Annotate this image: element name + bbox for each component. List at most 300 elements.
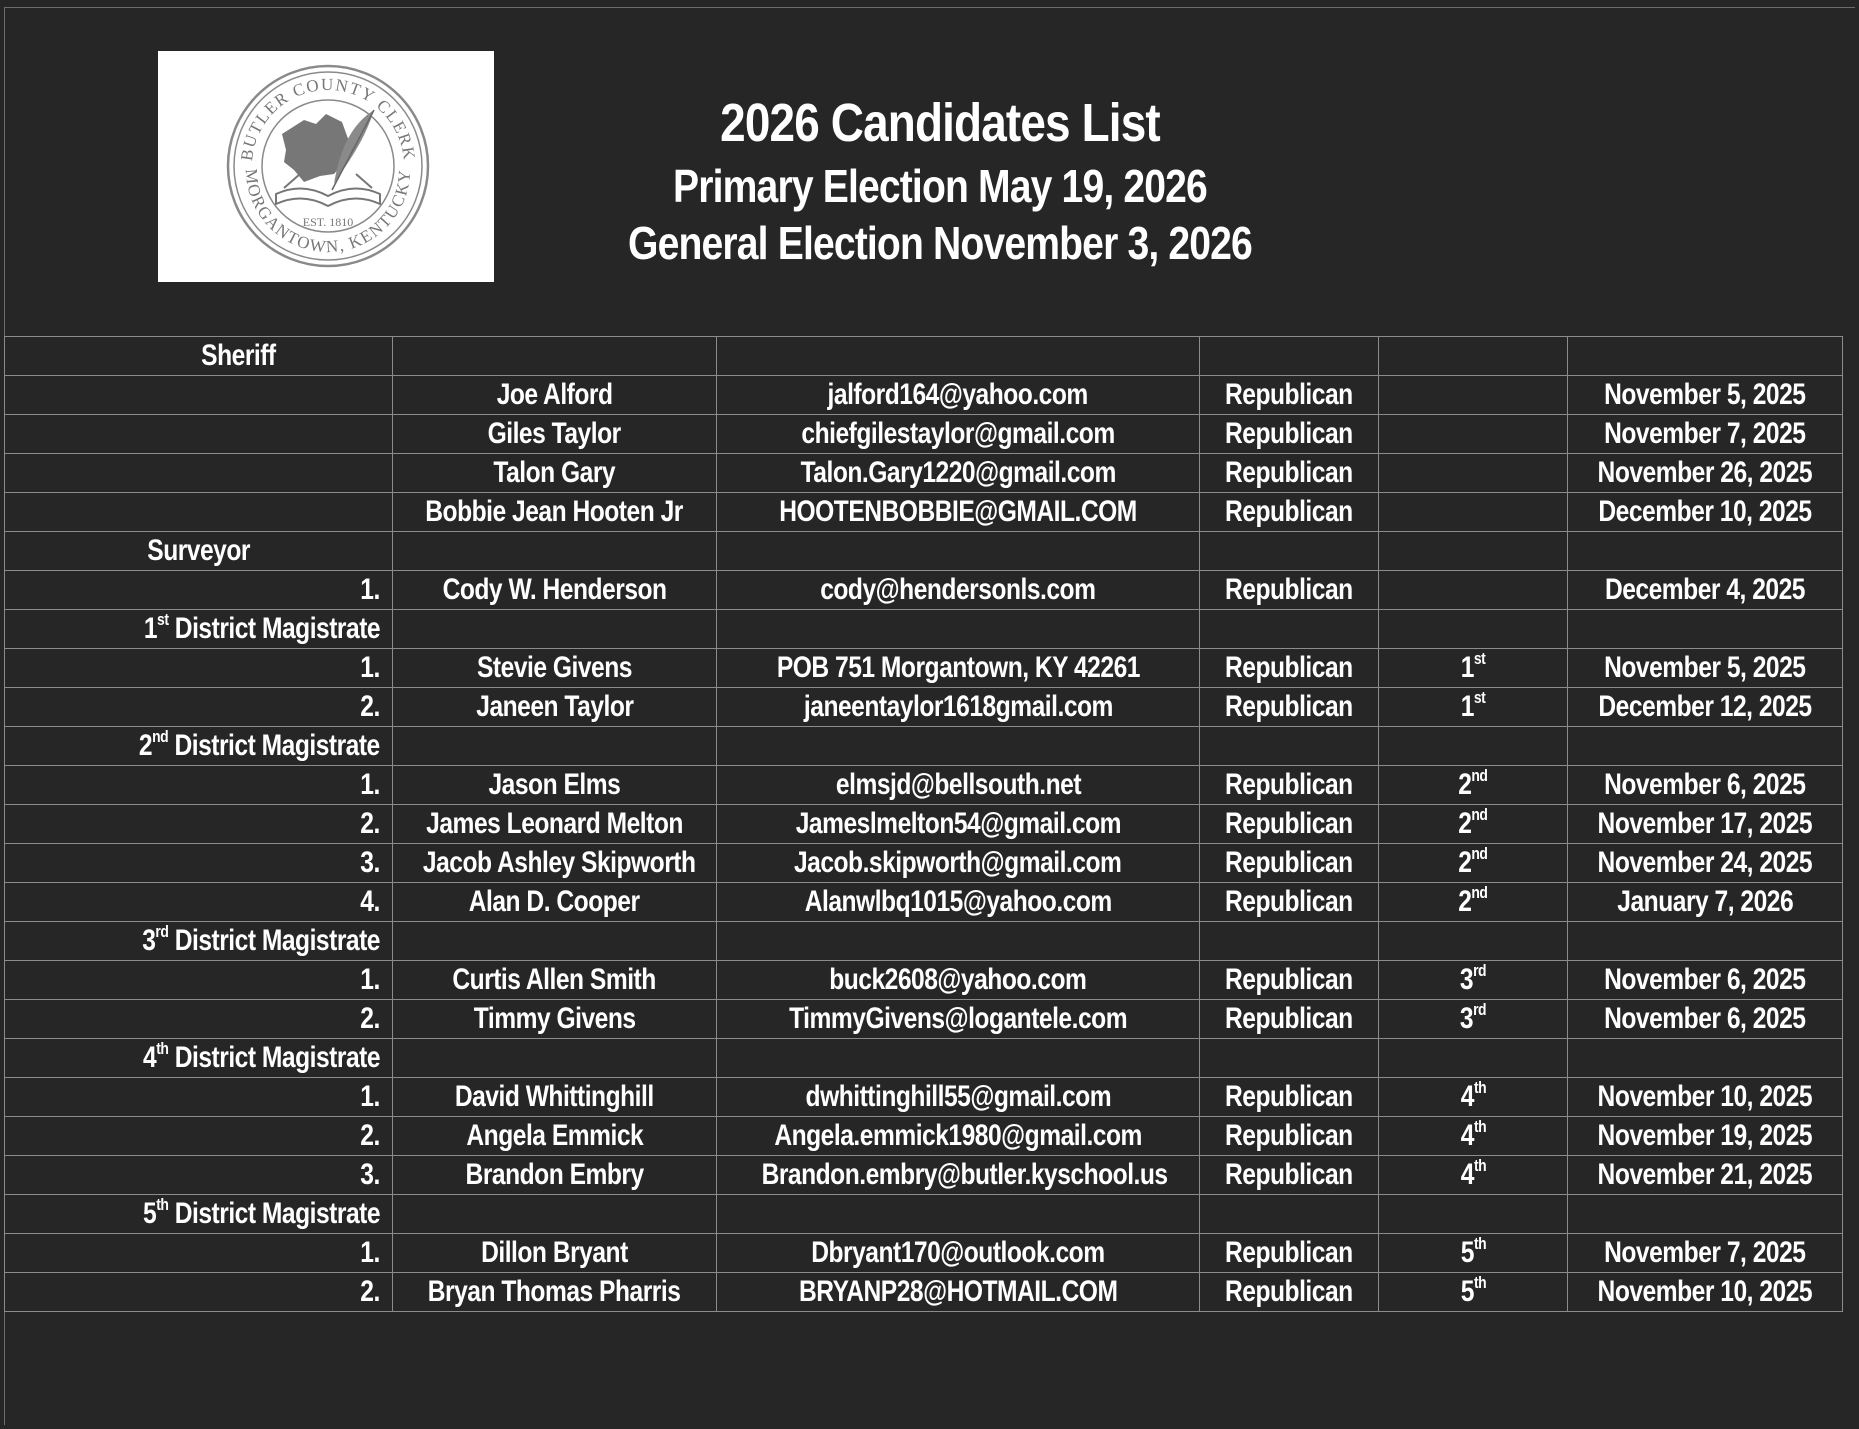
- candidate-number-cell: [5, 493, 393, 532]
- candidate-filing-date-cell: [1568, 688, 1843, 727]
- candidate-number: 2.: [360, 1275, 380, 1308]
- candidate-number: 3.: [360, 1158, 380, 1191]
- office-name: Sheriff: [201, 339, 276, 372]
- candidate-number-cell: [5, 376, 393, 415]
- candidate-filing-date: November 10, 2025: [1597, 1080, 1813, 1113]
- candidate-row: [5, 1156, 1843, 1195]
- candidate-row: [5, 1078, 1843, 1117]
- empty-cell: [1200, 337, 1379, 376]
- candidate-number: 4.: [360, 885, 380, 918]
- candidate-number: 1.: [360, 1080, 380, 1113]
- candidate-number: 1.: [360, 573, 380, 606]
- candidate-filing-date: November 6, 2025: [1604, 1002, 1806, 1035]
- candidate-contact-cell: [717, 571, 1200, 610]
- empty-cell: [1379, 922, 1568, 961]
- candidate-contact: jalford164@yahoo.com: [827, 378, 1089, 411]
- candidate-name: James Leonard Melton: [426, 807, 683, 840]
- candidate-contact: buck2608@yahoo.com: [829, 963, 1087, 996]
- candidate-party-cell: [1200, 1234, 1379, 1273]
- candidate-party: Republican: [1225, 846, 1353, 879]
- candidate-district-cell: [1379, 1234, 1568, 1273]
- candidate-number-cell: [5, 571, 393, 610]
- candidate-party-cell: [1200, 766, 1379, 805]
- office-name: 1: [143, 612, 157, 645]
- candidate-filing-date: November 10, 2025: [1597, 1275, 1813, 1308]
- office-title-cell: [5, 727, 393, 766]
- candidate-number-cell: [5, 961, 393, 1000]
- candidate-name-cell: [393, 688, 717, 727]
- candidate-filing-date-cell: [1568, 766, 1843, 805]
- candidate-district: [1460, 1156, 1485, 1194]
- candidate-name-cell: [393, 766, 717, 805]
- office-ordinal-suffix: th: [156, 1039, 169, 1058]
- candidate-filing-date-cell: [1568, 376, 1843, 415]
- candidate-filing-date: November 17, 2025: [1597, 807, 1813, 840]
- candidate-name-cell: [393, 1273, 717, 1312]
- candidate-contact: Jacob.skipworth@gmail.com: [794, 846, 1122, 879]
- candidate-contact: Dbryant170@outlook.com: [811, 1236, 1105, 1269]
- candidate-party: Republican: [1225, 1002, 1353, 1035]
- candidate-contact-cell: [717, 454, 1200, 493]
- empty-cell: [1200, 610, 1379, 649]
- candidate-district-cell: [1379, 1156, 1568, 1195]
- candidate-name-cell: [393, 493, 717, 532]
- candidate-district-cell: [1379, 454, 1568, 493]
- candidate-row: [5, 571, 1843, 610]
- candidate-party: Republican: [1225, 573, 1353, 606]
- candidate-contact: elmsjd@bellsouth.net: [835, 768, 1081, 801]
- candidate-party-cell: [1200, 1273, 1379, 1312]
- candidate-name: Brandon Embry: [465, 1158, 644, 1191]
- candidate-name: Joe Alford: [496, 378, 613, 411]
- empty-cell: [393, 337, 717, 376]
- district-ordinal-suffix: th: [1473, 1117, 1486, 1136]
- candidate-name-cell: [393, 961, 717, 1000]
- candidate-party: Republican: [1225, 456, 1353, 489]
- candidate-row: [5, 1117, 1843, 1156]
- office-name: 4: [142, 1041, 157, 1074]
- empty-cell: [1568, 1195, 1843, 1234]
- candidate-party-cell: [1200, 376, 1379, 415]
- candidate-filing-date: November 7, 2025: [1604, 417, 1806, 450]
- district-number: 3: [1459, 963, 1474, 996]
- candidate-name: Giles Taylor: [487, 417, 622, 450]
- office-name: Surveyor: [147, 534, 250, 567]
- candidate-district-cell: [1379, 1000, 1568, 1039]
- district-number: 2: [1458, 885, 1472, 918]
- candidate-name: Talon Gary: [493, 456, 616, 489]
- candidate-row: [5, 415, 1843, 454]
- candidate-party-cell: [1200, 1117, 1379, 1156]
- candidate-filing-date-cell: [1568, 571, 1843, 610]
- empty-cell: [1379, 1039, 1568, 1078]
- office-header-row: [5, 337, 1843, 376]
- candidate-contact-cell: [717, 1117, 1200, 1156]
- candidate-contact-cell: [717, 1234, 1200, 1273]
- empty-cell: [393, 1195, 717, 1234]
- candidate-number: 2.: [360, 807, 380, 840]
- candidate-number-cell: [5, 844, 393, 883]
- candidate-name: Alan D. Cooper: [469, 885, 640, 918]
- candidate-name: Bobbie Jean Hooten Jr: [425, 495, 684, 528]
- candidate-number-cell: [5, 649, 393, 688]
- candidate-district-cell: [1379, 376, 1568, 415]
- office-name-rest: District Magistrate: [168, 612, 380, 645]
- office-title-cell: [5, 1195, 393, 1234]
- candidate-district-cell: [1379, 961, 1568, 1000]
- candidate-filing-date: December 12, 2025: [1598, 690, 1812, 723]
- empty-cell: [393, 610, 717, 649]
- candidate-filing-date: December 10, 2025: [1598, 495, 1812, 528]
- candidate-filing-date-cell: [1568, 415, 1843, 454]
- candidate-name-cell: [393, 1156, 717, 1195]
- district-number: 1: [1460, 651, 1474, 684]
- page-title: 2026 Candidates List: [720, 93, 1160, 153]
- office-title-cell: [5, 922, 393, 961]
- candidate-name: Jason Elms: [488, 768, 621, 801]
- district-number: 2: [1458, 846, 1472, 879]
- office-header-row: [5, 922, 1843, 961]
- office-header-row: [5, 727, 1843, 766]
- candidate-contact-cell: [717, 493, 1200, 532]
- seal-arc-bottom-text: MORGANTOWN, KENTUCKY: [241, 167, 415, 257]
- office-header-row: [5, 610, 1843, 649]
- candidate-name: Bryan Thomas Pharris: [428, 1275, 681, 1308]
- candidate-party-cell: [1200, 493, 1379, 532]
- candidate-name-cell: [393, 571, 717, 610]
- candidate-number-cell: [5, 805, 393, 844]
- empty-cell: [1200, 532, 1379, 571]
- candidate-row: [5, 493, 1843, 532]
- candidate-name-cell: [393, 805, 717, 844]
- candidate-filing-date-cell: [1568, 883, 1843, 922]
- office-title-cell: [5, 610, 393, 649]
- candidate-party: Republican: [1225, 651, 1353, 684]
- candidate-filing-date-cell: [1568, 1156, 1843, 1195]
- candidate-filing-date: November 19, 2025: [1597, 1119, 1813, 1152]
- empty-cell: [1568, 922, 1843, 961]
- candidate-district-cell: [1379, 571, 1568, 610]
- office-name-rest: District Magistrate: [168, 1197, 380, 1230]
- candidate-party-cell: [1200, 454, 1379, 493]
- butler-county-clerk-seal-icon: [224, 62, 432, 270]
- candidate-filing-date: November 6, 2025: [1604, 963, 1806, 996]
- candidate-name: Cody W. Henderson: [442, 573, 667, 606]
- candidate-filing-date-cell: [1568, 961, 1843, 1000]
- candidate-party-cell: [1200, 1078, 1379, 1117]
- district-number: 4: [1460, 1119, 1474, 1152]
- candidate-district: [1460, 1078, 1485, 1116]
- district-number: 2: [1458, 768, 1472, 801]
- candidate-name-cell: [393, 1117, 717, 1156]
- office-name-rest: District Magistrate: [168, 1041, 380, 1074]
- candidate-name-cell: [393, 415, 717, 454]
- office-header-row: [5, 1039, 1843, 1078]
- candidates-table-body: [5, 337, 1843, 1312]
- candidate-name-cell: [393, 1000, 717, 1039]
- candidate-name-cell: [393, 844, 717, 883]
- empty-cell: [1568, 532, 1843, 571]
- candidate-party-cell: [1200, 415, 1379, 454]
- candidate-district-cell: [1379, 1273, 1568, 1312]
- seal-est-text: EST. 1810: [302, 215, 354, 229]
- candidate-contact: Angela.emmick1980@gmail.com: [774, 1119, 1142, 1152]
- candidate-filing-date-cell: [1568, 844, 1843, 883]
- district-ordinal-suffix: st: [1473, 688, 1486, 707]
- candidate-party-cell: [1200, 844, 1379, 883]
- candidate-contact-cell: [717, 805, 1200, 844]
- empty-cell: [1200, 922, 1379, 961]
- office-title: [142, 922, 380, 960]
- candidate-name-cell: [393, 1078, 717, 1117]
- office-ordinal-suffix: th: [156, 1195, 169, 1214]
- candidate-party: Republican: [1225, 378, 1353, 411]
- candidate-contact-cell: [717, 1000, 1200, 1039]
- candidate-party-cell: [1200, 649, 1379, 688]
- candidate-district: [1460, 1117, 1485, 1155]
- candidate-row: [5, 376, 1843, 415]
- candidate-filing-date-cell: [1568, 1273, 1843, 1312]
- candidate-contact: dwhittinghill55@gmail.com: [805, 1080, 1111, 1113]
- candidate-number-cell: [5, 1117, 393, 1156]
- empty-cell: [717, 922, 1200, 961]
- candidate-number-cell: [5, 1156, 393, 1195]
- candidate-district: [1458, 844, 1487, 882]
- candidate-party: Republican: [1225, 1080, 1353, 1113]
- candidate-contact-cell: [717, 766, 1200, 805]
- candidate-filing-date-cell: [1568, 1078, 1843, 1117]
- candidate-filing-date: November 6, 2025: [1604, 768, 1806, 801]
- office-name: 2: [139, 729, 153, 762]
- candidate-contact: BRYANP28@HOTMAIL.COM: [798, 1275, 1118, 1308]
- empty-cell: [717, 532, 1200, 571]
- candidate-filing-date-cell: [1568, 1234, 1843, 1273]
- candidate-contact-cell: [717, 961, 1200, 1000]
- general-election-date: General Election November 3, 2026: [628, 217, 1252, 269]
- candidate-party: Republican: [1225, 807, 1353, 840]
- candidate-contact: chiefgilestaylor@gmail.com: [801, 417, 1115, 450]
- candidate-row: [5, 844, 1843, 883]
- candidate-district: [1458, 883, 1487, 921]
- candidate-row: [5, 454, 1843, 493]
- candidate-district-cell: [1379, 883, 1568, 922]
- candidate-name: Janeen Taylor: [475, 690, 634, 723]
- candidate-contact-cell: [717, 1273, 1200, 1312]
- district-number: 1: [1460, 690, 1474, 723]
- candidate-row: [5, 961, 1843, 1000]
- candidate-party: Republican: [1225, 417, 1353, 450]
- office-title: [147, 532, 250, 570]
- office-title: [143, 1195, 380, 1233]
- district-ordinal-suffix: nd: [1471, 766, 1488, 785]
- candidate-district-cell: [1379, 766, 1568, 805]
- candidate-district-cell: [1379, 649, 1568, 688]
- office-name: 3: [142, 924, 156, 957]
- district-number: 5: [1460, 1275, 1474, 1308]
- district-number: 3: [1459, 1002, 1474, 1035]
- candidate-number-cell: [5, 766, 393, 805]
- office-name-rest: District Magistrate: [168, 924, 380, 957]
- office-header-row: [5, 1195, 1843, 1234]
- district-number: 4: [1460, 1080, 1474, 1113]
- candidate-row: [5, 883, 1843, 922]
- candidate-contact: janeentaylor1618gmail.com: [803, 690, 1113, 723]
- empty-cell: [717, 727, 1200, 766]
- candidate-contact: cody@hendersonls.com: [820, 573, 1096, 606]
- district-ordinal-suffix: st: [1473, 649, 1486, 668]
- office-title: [201, 337, 275, 375]
- candidate-name: Angela Emmick: [466, 1119, 643, 1152]
- empty-cell: [717, 1039, 1200, 1078]
- candidate-party-cell: [1200, 571, 1379, 610]
- candidate-number: 2.: [360, 1119, 380, 1152]
- candidate-name: Stevie Givens: [477, 651, 632, 684]
- office-name: 5: [142, 1197, 157, 1230]
- empty-cell: [717, 337, 1200, 376]
- candidate-party: Republican: [1225, 963, 1353, 996]
- empty-cell: [1200, 1195, 1379, 1234]
- district-ordinal-suffix: th: [1473, 1156, 1486, 1175]
- candidate-district-cell: [1379, 844, 1568, 883]
- candidate-filing-date: November 24, 2025: [1597, 846, 1813, 879]
- district-ordinal-suffix: nd: [1471, 844, 1488, 863]
- district-ordinal-suffix: rd: [1473, 1000, 1487, 1019]
- candidate-number-cell: [5, 1078, 393, 1117]
- candidate-row: [5, 805, 1843, 844]
- candidate-row: [5, 688, 1843, 727]
- candidate-contact: Brandon.embry@butler.kyschool.us: [761, 1158, 1168, 1191]
- candidate-party-cell: [1200, 1156, 1379, 1195]
- candidate-district-cell: [1379, 415, 1568, 454]
- office-title-cell: [5, 532, 393, 571]
- empty-cell: [1568, 337, 1843, 376]
- office-ordinal-suffix: nd: [152, 727, 169, 746]
- candidate-district: [1458, 766, 1487, 804]
- candidate-filing-date-cell: [1568, 649, 1843, 688]
- candidate-name-cell: [393, 1234, 717, 1273]
- empty-cell: [393, 532, 717, 571]
- candidate-contact-cell: [717, 1156, 1200, 1195]
- empty-cell: [1379, 337, 1568, 376]
- candidate-contact: Alanwlbq1015@yahoo.com: [804, 885, 1112, 918]
- office-title: [139, 727, 380, 765]
- candidate-party-cell: [1200, 1000, 1379, 1039]
- candidate-party: Republican: [1225, 768, 1353, 801]
- empty-cell: [717, 610, 1200, 649]
- candidate-district: [1460, 1000, 1486, 1038]
- candidate-name-cell: [393, 376, 717, 415]
- candidate-filing-date-cell: [1568, 454, 1843, 493]
- candidate-row: [5, 649, 1843, 688]
- candidate-name-cell: [393, 649, 717, 688]
- candidate-row: [5, 1000, 1843, 1039]
- candidate-name: Timmy Givens: [473, 1002, 636, 1035]
- candidate-district: [1460, 961, 1486, 999]
- candidate-party-cell: [1200, 961, 1379, 1000]
- candidate-number-cell: [5, 454, 393, 493]
- candidate-filing-date: November 5, 2025: [1604, 651, 1806, 684]
- candidate-filing-date-cell: [1568, 805, 1843, 844]
- candidate-number: 1.: [360, 1236, 380, 1269]
- empty-cell: [717, 1195, 1200, 1234]
- empty-cell: [1568, 727, 1843, 766]
- candidate-contact-cell: [717, 1078, 1200, 1117]
- empty-cell: [1200, 727, 1379, 766]
- district-number: 2: [1458, 807, 1472, 840]
- office-header-row: [5, 532, 1843, 571]
- candidate-number-cell: [5, 1273, 393, 1312]
- candidate-party-cell: [1200, 688, 1379, 727]
- candidate-district-cell: [1379, 493, 1568, 532]
- office-title-cell: [5, 337, 393, 376]
- candidate-filing-date: November 5, 2025: [1604, 378, 1806, 411]
- candidate-district: [1460, 1273, 1485, 1311]
- candidate-contact: TimmyGivens@logantele.com: [789, 1002, 1127, 1035]
- candidate-number: 1.: [360, 963, 380, 996]
- candidate-district-cell: [1379, 805, 1568, 844]
- candidate-party-cell: [1200, 883, 1379, 922]
- office-title: [144, 610, 380, 648]
- candidate-filing-date-cell: [1568, 493, 1843, 532]
- candidate-name: Dillon Bryant: [481, 1236, 628, 1269]
- candidate-party: Republican: [1225, 1119, 1353, 1152]
- candidate-name: Jacob Ashley Skipworth: [422, 846, 696, 879]
- district-ordinal-suffix: th: [1473, 1273, 1486, 1292]
- office-name-rest: District Magistrate: [168, 729, 380, 762]
- empty-cell: [1568, 610, 1843, 649]
- candidate-number-cell: [5, 415, 393, 454]
- candidate-contact-cell: [717, 688, 1200, 727]
- candidate-number: 3.: [360, 846, 380, 879]
- candidate-contact-cell: [717, 376, 1200, 415]
- candidate-row: [5, 1234, 1843, 1273]
- district-ordinal-suffix: th: [1473, 1078, 1486, 1097]
- candidate-district: [1461, 688, 1486, 726]
- district-ordinal-suffix: rd: [1473, 961, 1487, 980]
- empty-cell: [1379, 532, 1568, 571]
- candidate-number-cell: [5, 883, 393, 922]
- candidate-filing-date-cell: [1568, 1117, 1843, 1156]
- candidate-number: 1.: [360, 651, 380, 684]
- district-number: 5: [1460, 1236, 1474, 1269]
- primary-election-date: Primary Election May 19, 2026: [673, 160, 1207, 212]
- empty-cell: [1379, 1195, 1568, 1234]
- empty-cell: [393, 1039, 717, 1078]
- district-ordinal-suffix: th: [1473, 1234, 1486, 1253]
- candidate-party: Republican: [1225, 495, 1353, 528]
- empty-cell: [1379, 610, 1568, 649]
- candidate-number-cell: [5, 1000, 393, 1039]
- candidate-number: 2.: [360, 1002, 380, 1035]
- candidate-party-cell: [1200, 805, 1379, 844]
- candidate-filing-date: December 4, 2025: [1604, 573, 1806, 606]
- candidate-number: 2.: [360, 690, 380, 723]
- candidate-contact-cell: [717, 415, 1200, 454]
- seal-arc-top-text: BUTLER COUNTY CLERK: [237, 74, 420, 162]
- candidate-number-cell: [5, 1234, 393, 1273]
- empty-cell: [1568, 1039, 1843, 1078]
- district-ordinal-suffix: nd: [1471, 805, 1488, 824]
- candidate-contact: Talon.Gary1220@gmail.com: [800, 456, 1116, 489]
- office-title-cell: [5, 1039, 393, 1078]
- candidate-party: Republican: [1225, 1236, 1353, 1269]
- candidate-contact-cell: [717, 844, 1200, 883]
- svg-text:MORGANTOWN, KENTUCKY: [242, 168, 415, 256]
- candidate-filing-date-cell: [1568, 1000, 1843, 1039]
- candidate-contact-cell: [717, 883, 1200, 922]
- candidate-contact: POB 751 Morgantown, KY 42261: [776, 651, 1140, 684]
- district-ordinal-suffix: nd: [1471, 883, 1488, 902]
